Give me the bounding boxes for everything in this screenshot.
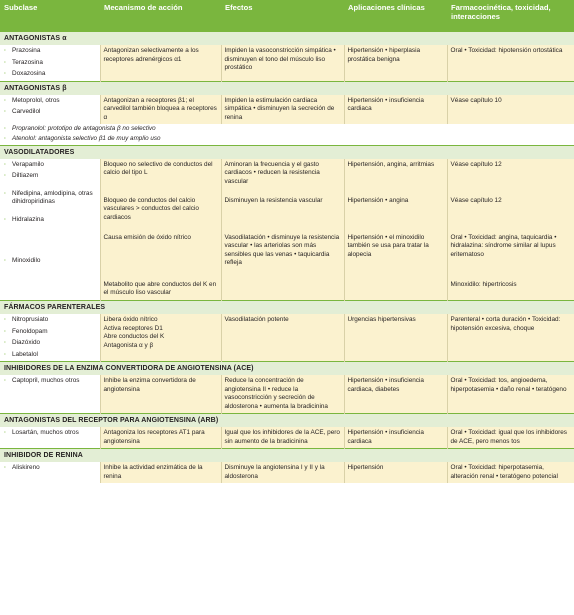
pharmaco-cell: Véase capítulo 12 Véase capítulo 12 Oral • Toxicidad: angina, taquicardia • hidralazina: síndrome similar al lupus eritematoso Minoxidilo: hipertricosis xyxy=(447,159,574,300)
list-item: · Losartán, muchos otros xyxy=(4,429,79,437)
table-row xyxy=(0,45,574,81)
note-row xyxy=(0,134,574,145)
applications-cell: Hipertensión, angina, arritmias Hipertensión • angina Hipertensión • el minoxidilo también se usa para tratar la alopecia xyxy=(344,159,447,300)
section-title: ANTAGONISTAS α xyxy=(0,32,574,46)
section-header xyxy=(0,361,574,375)
applications-cell: Hipertensión • insuficiencia cardiaca xyxy=(344,95,447,124)
mechanism-cell: Inhibe la actividad enzimática de la renina xyxy=(100,462,221,483)
table-row xyxy=(0,95,574,124)
applications-cell: Hipertensión • hiperplasia prostática benigna xyxy=(344,45,447,81)
subclass-cell xyxy=(0,375,100,413)
effects-cell: Disminuye la angiotensina I y II y la aldosterona xyxy=(221,462,344,483)
list-item: · Doxazosina xyxy=(4,70,46,78)
effects-cell: Igual que los inhibidores de la ACE, pero sin aumento de la bradicinina xyxy=(221,427,344,448)
applications-cell: Urgencias hipertensivas xyxy=(344,314,447,361)
table-row xyxy=(0,314,574,361)
section-header xyxy=(0,449,574,463)
table-row xyxy=(0,427,574,448)
section-title: INHIBIDOR DE RENINA xyxy=(0,449,574,463)
pharmaco-cell: Oral • Toxicidad: tos, angioedema, hiperpotasemia • daño renal • teratógeno xyxy=(447,375,574,413)
mechanism-cell: Libera óxido nítrico Activa receptores D1 Abre conductos del K Antagonista α y β xyxy=(100,314,221,361)
mechanism-cell: Antagonizan a receptores β1; el carvedilol también bloquea a receptores α xyxy=(100,95,221,124)
section-title: ANTAGONISTAS β xyxy=(0,81,574,95)
list-item: · Fenoldopam xyxy=(4,327,48,335)
pharmaco-cell: Oral • Toxicidad: hipotensión ortostática xyxy=(447,45,574,81)
header-subclase: Subclase xyxy=(0,0,100,32)
list-item: · Labetalol xyxy=(4,350,38,358)
effects-cell: Vasodilatación potente xyxy=(221,314,344,361)
section-header xyxy=(0,414,574,428)
mechanism-cell: Bloqueo no selectivo de conductos del calcio del tipo L Bloqueo de conductos del calcio vasculares > conductos del calcio cardiacos Causa emisión de óxido nítrico Metabolito que abre conductos del K en el músculo liso vascular xyxy=(100,159,221,300)
effects-cell: Reduce la concentración de angiotensina II • reduce la vasoconstricción y secreción de aldosterona • aumenta la bradicinina xyxy=(221,375,344,413)
list-item: · Carvedilol xyxy=(4,108,41,116)
subclass-cell xyxy=(0,462,100,483)
pharmaco-cell: Véase capítulo 10 xyxy=(447,95,574,124)
pharmaco-cell: Oral • Toxicidad: hiperpotasemia, alteración renal • teratógeno potencial xyxy=(447,462,574,483)
subclass-cell xyxy=(0,45,100,81)
subclass-cell xyxy=(0,314,100,361)
header-mecanismo: Mecanismo de acción xyxy=(100,0,221,32)
mechanism-cell: Antagoniza los receptores AT1 para angiotensina xyxy=(100,427,221,448)
list-item: · Verapamilo xyxy=(4,161,44,169)
section-title: ANTAGONISTAS DEL RECEPTOR PARA ANGIOTENSINA (ARB) xyxy=(0,414,574,428)
section-header xyxy=(0,300,574,314)
list-item: · Nifedipina, amlodipina, otras dihidropiridinas xyxy=(4,189,93,206)
list-item: · Captopril, muchos otros xyxy=(4,377,80,385)
subclass-cell xyxy=(0,427,100,448)
note-row xyxy=(0,124,574,134)
effects-cell: Aminoran la frecuencia y el gasto cardiacos • reducen la resistencia vascular Disminuyen la resistencia vascular Vasodilatación • disminuye la resistencia vascular • las arteriolas son más sensibles que las venas • taquicardia refleja xyxy=(221,159,344,300)
effects-cell: Impiden la vasoconstricción simpática • disminuyen el tono del músculo liso prostático xyxy=(221,45,344,81)
list-item: · Nitroprusiato xyxy=(4,316,49,324)
list-item: · Aliskireno xyxy=(4,464,40,472)
list-item: · Metoprolol, otros xyxy=(4,96,60,104)
mechanism-cell: Inhibe la enzima convertidora de angiotensina xyxy=(100,375,221,413)
list-item: · Prazosina xyxy=(4,47,41,55)
header-row xyxy=(0,0,574,32)
subclass-cell xyxy=(0,159,100,300)
applications-cell: Hipertensión • insuficiencia cardiaca, diabetes xyxy=(344,375,447,413)
header-farmacocinetica: Farmacocinética, toxicidad, interacciones xyxy=(447,0,574,32)
table-row xyxy=(0,375,574,413)
list-item: · Diltiazem xyxy=(4,172,39,180)
mechanism-cell: Antagonizan selectivamente a los receptores adrenérgicos α1 xyxy=(100,45,221,81)
table-row xyxy=(0,462,574,483)
pharmaco-cell: Parenteral • corta duración • Toxicidad: hipotensión excesiva, choque xyxy=(447,314,574,361)
subclass-cell xyxy=(0,95,100,124)
section-header xyxy=(0,32,574,46)
list-item: · Terazosina xyxy=(4,58,43,66)
section-title: INHIBIDORES DE LA ENZIMA CONVERTIDORA DE ANGIOTENSINA (ACE) xyxy=(0,361,574,375)
note-item: · Propranolol: prototipo de antagonista β no selectivo xyxy=(4,125,156,133)
list-item: · Hidralazina xyxy=(4,215,44,223)
list-item: · Minoxidilo xyxy=(4,257,41,265)
table-row xyxy=(0,159,574,300)
section-header xyxy=(0,81,574,95)
note-item: · Atenolol: antagonista selectivo β1 de muy amplio uso xyxy=(4,135,161,143)
section-title: FÁRMACOS PARENTERALES xyxy=(0,300,574,314)
pharmaco-cell: Oral • Toxicidad: igual que los inhibidores de ACE, pero menos tos xyxy=(447,427,574,448)
effects-cell: Impiden la estimulación cardiaca simpática • disminuyen la secreción de renina xyxy=(221,95,344,124)
section-title: VASODILATADORES xyxy=(0,145,574,159)
applications-cell: Hipertensión • insuficiencia cardiaca xyxy=(344,427,447,448)
applications-cell: Hipertensión xyxy=(344,462,447,483)
header-efectos: Efectos xyxy=(221,0,344,32)
header-aplicaciones: Aplicaciones clínicas xyxy=(344,0,447,32)
section-header xyxy=(0,145,574,159)
list-item: · Diazóxido xyxy=(4,339,41,347)
